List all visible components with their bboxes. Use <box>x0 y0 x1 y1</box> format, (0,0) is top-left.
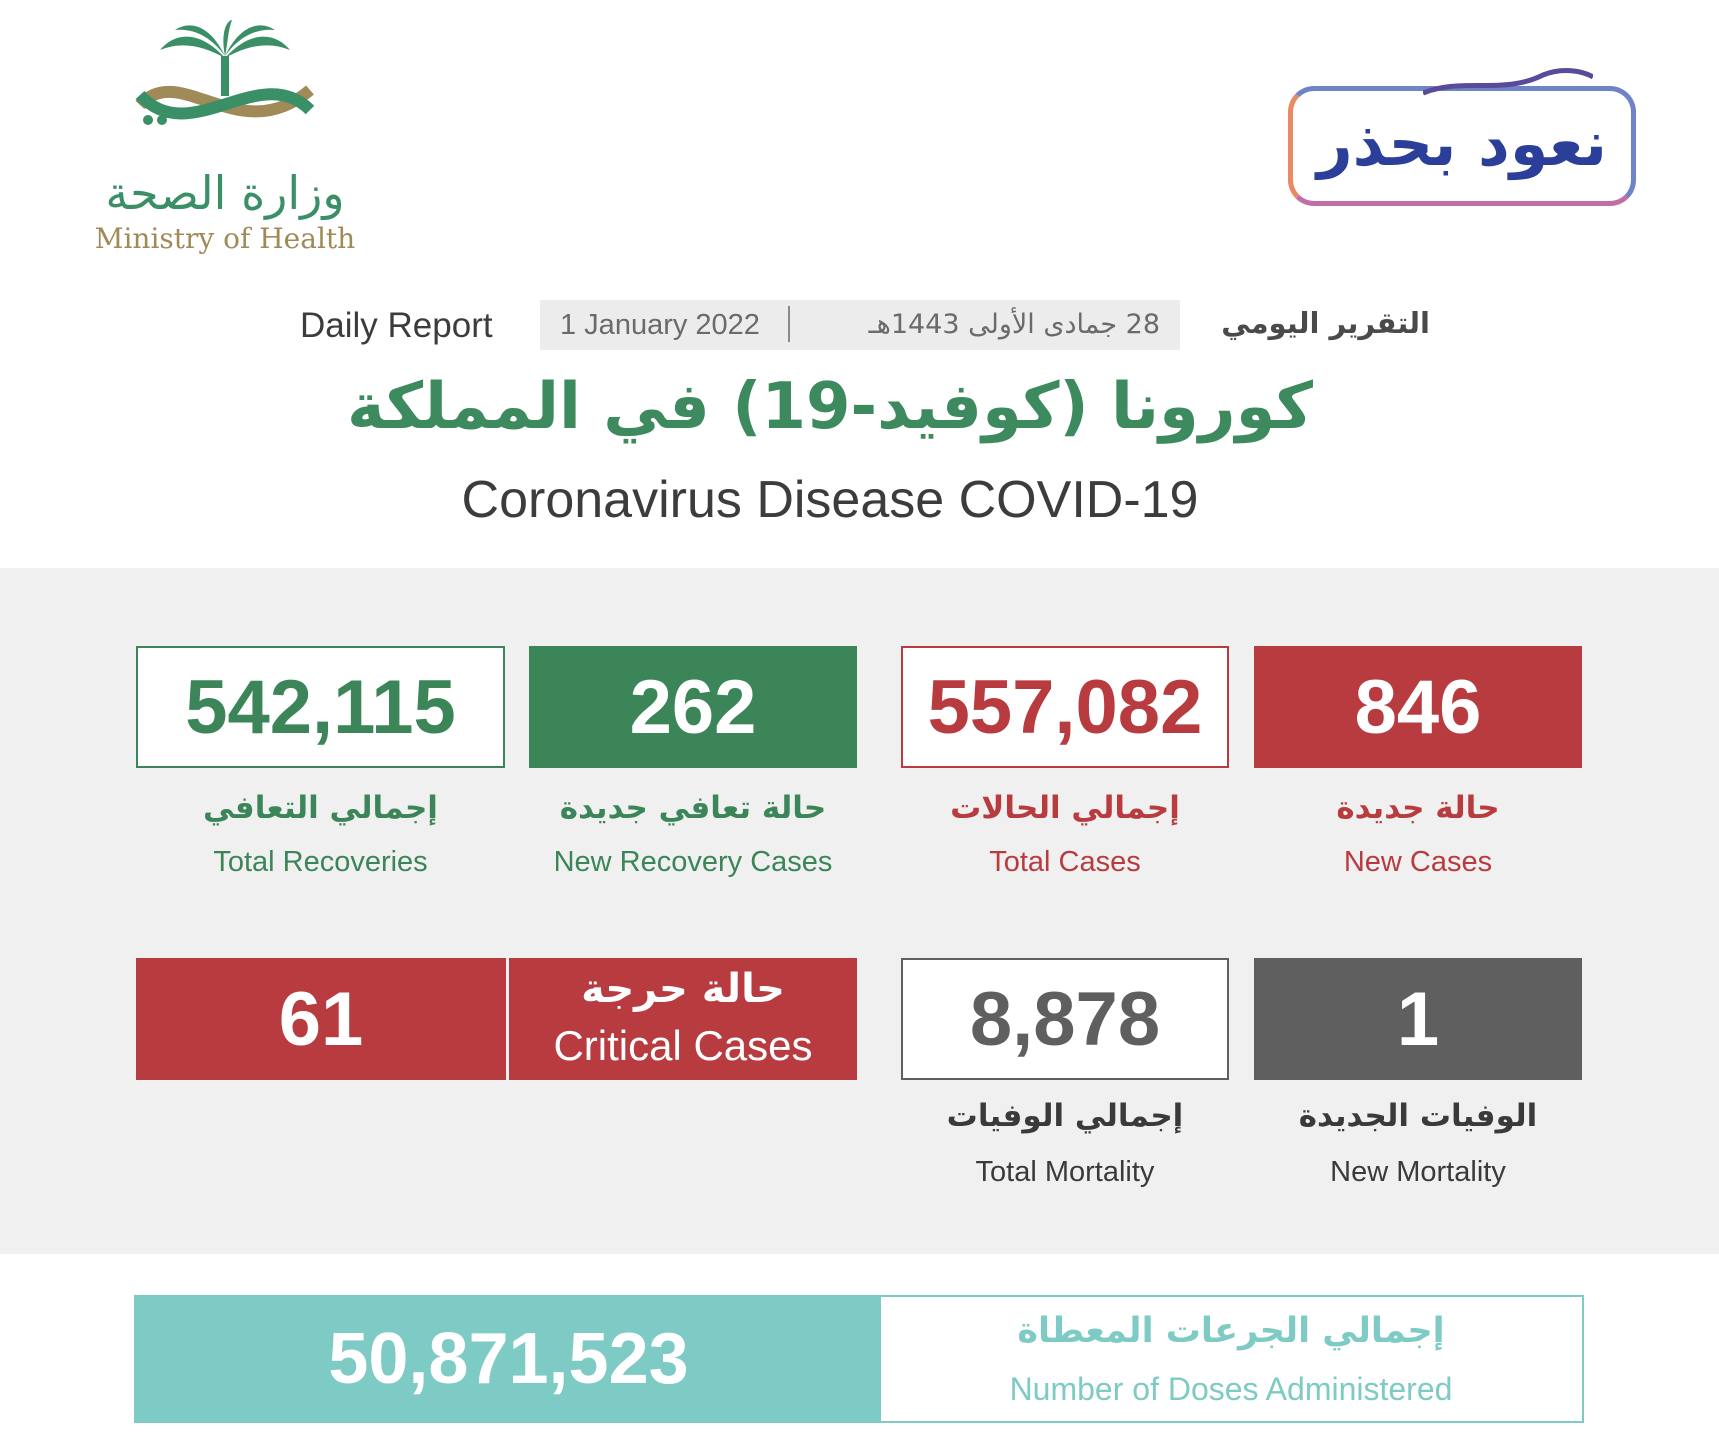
campaign-badge <box>1288 86 1636 206</box>
date-hijri: 28 جمادى الأولى 1443هـ <box>868 309 1160 340</box>
total-recoveries-value: 542,115 <box>136 646 505 768</box>
total-cases-label-ar: إجمالي الحالات <box>950 790 1180 826</box>
new-mortality-label-en: New Mortality <box>1330 1156 1506 1188</box>
daily-report-label-en: Daily Report <box>300 306 493 345</box>
total-mortality-value: 8,878 <box>901 958 1229 1080</box>
campaign-swoosh-icon <box>1423 67 1593 97</box>
new-mortality-value: 1 <box>1254 958 1582 1080</box>
critical-cases-label-en: Critical Cases <box>553 1022 813 1069</box>
doses-label-en: Number of Doses Administered <box>1009 1371 1453 1407</box>
ministry-name-ar: وزارة الصحة <box>105 166 345 220</box>
critical-cases-value: 61 <box>136 958 506 1080</box>
new-recovery-value: 262 <box>529 646 857 768</box>
new-cases-value: 846 <box>1254 646 1582 768</box>
total-mortality-label-en: Total Mortality <box>975 1156 1155 1188</box>
report-date-line <box>300 300 1430 352</box>
ministry-logo <box>80 20 370 265</box>
date-separator <box>788 306 790 342</box>
new-cases-label-en: New Cases <box>1343 846 1493 878</box>
total-mortality-label-ar: إجمالي الوفيات <box>946 1098 1184 1134</box>
date-gregorian: 1 January 2022 <box>560 309 760 341</box>
date-box <box>540 300 1180 350</box>
total-cases-label-en: Total Cases <box>989 846 1141 878</box>
total-recoveries-label-en: Total Recoveries <box>213 846 428 878</box>
new-mortality-label-ar: الوفيات الجديدة <box>1298 1098 1538 1134</box>
critical-cases-label-ar: حالة حرجة <box>581 966 785 1012</box>
page-title-ar: كورونا (كوفيد-19) في المملكة <box>347 370 1313 444</box>
new-recovery-label-ar: حالة تعافي جديدة <box>559 790 827 826</box>
total-recoveries-label-ar: إجمالي التعافي <box>203 790 438 826</box>
doses-administered-bar <box>134 1295 1584 1423</box>
doses-label-ar: إجمالي الجرعات المعطاة <box>1017 1311 1445 1351</box>
daily-report-label-ar: التقرير اليومي <box>1221 306 1430 340</box>
stats-panel <box>0 568 1719 1254</box>
new-cases-label-ar: حالة جديدة <box>1336 790 1500 826</box>
total-cases-value: 557,082 <box>901 646 1229 768</box>
ministry-name-en: Ministry of Health <box>94 222 356 255</box>
critical-cases-label <box>509 958 857 1080</box>
palm-tree-emblem-icon <box>120 20 330 160</box>
page-title-en: Coronavirus Disease COVID-19 <box>461 471 1199 529</box>
doses-value: 50,871,523 <box>136 1297 881 1421</box>
campaign-text: نعود بحذر <box>1316 107 1608 180</box>
new-recovery-label-en: New Recovery Cases <box>553 846 833 878</box>
